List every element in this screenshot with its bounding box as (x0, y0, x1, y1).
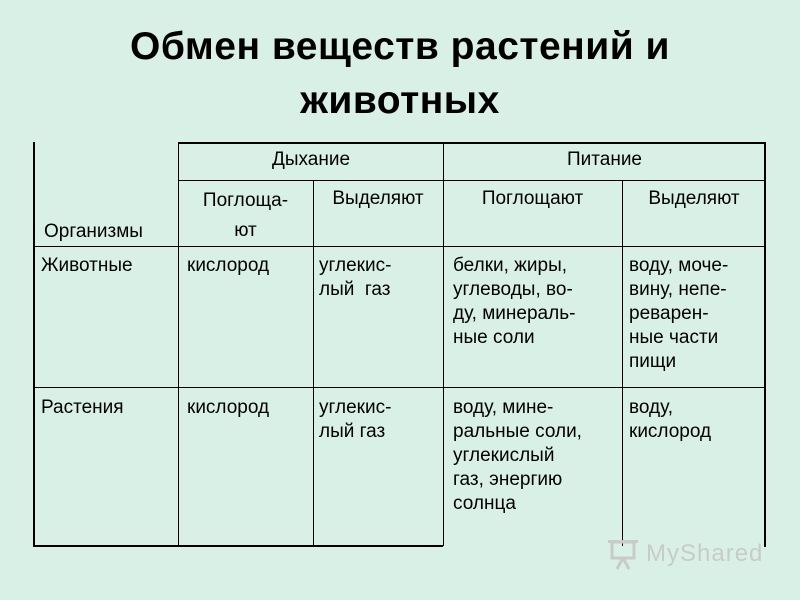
row-plants-resp-absorb: кислород (187, 397, 270, 418)
subheader-nutr-absorb: Поглощают (481, 188, 584, 209)
header-nutrition: Питание (567, 149, 642, 170)
row-plants-name: Растения (41, 397, 124, 418)
table-border-left (33, 142, 35, 547)
row-animals-nutr-release: воду, моче- вину, непе- реварен- ные части пищи (629, 255, 729, 372)
watermark (606, 534, 766, 572)
row-animals-name: Животные (41, 255, 133, 276)
presentation-icon (606, 536, 642, 572)
table-border-bottom (33, 545, 443, 547)
table-col-line-2 (313, 180, 314, 546)
header-organisms: Организмы (44, 221, 143, 242)
row-animals-resp-release: углекис- лый газ (319, 255, 392, 300)
subheader-resp-absorb: Поглоща- ют (202, 190, 289, 241)
row-plants-nutr-release: воду, кислород (629, 397, 712, 442)
row-plants-nutr-absorb: воду, мине- ральные соли, углекислый газ, энергию солнца (453, 397, 582, 514)
watermark-text: MyShared (646, 540, 764, 567)
row-plants-resp-release: углекис- лый газ (319, 397, 392, 442)
subheader-resp-release: Выделяют (332, 188, 424, 209)
title-line-2: животных (300, 79, 500, 122)
row-animals-resp-absorb: кислород (187, 255, 270, 276)
table-line-between-rows (33, 387, 766, 388)
table-col-line-4 (622, 180, 623, 546)
page-title (0, 20, 800, 128)
table-line-under-group (178, 180, 766, 181)
title-line-1: Обмен веществ растений и (130, 25, 670, 68)
header-respiration: Дыхание (271, 149, 351, 170)
subheader-nutr-release: Выделяют (648, 188, 740, 209)
table-line-under-header (33, 246, 766, 247)
table-border-top (178, 142, 766, 144)
row-animals-nutr-absorb: белки, жиры, углеводы, во- ду, минераль- ные соли (453, 255, 576, 348)
